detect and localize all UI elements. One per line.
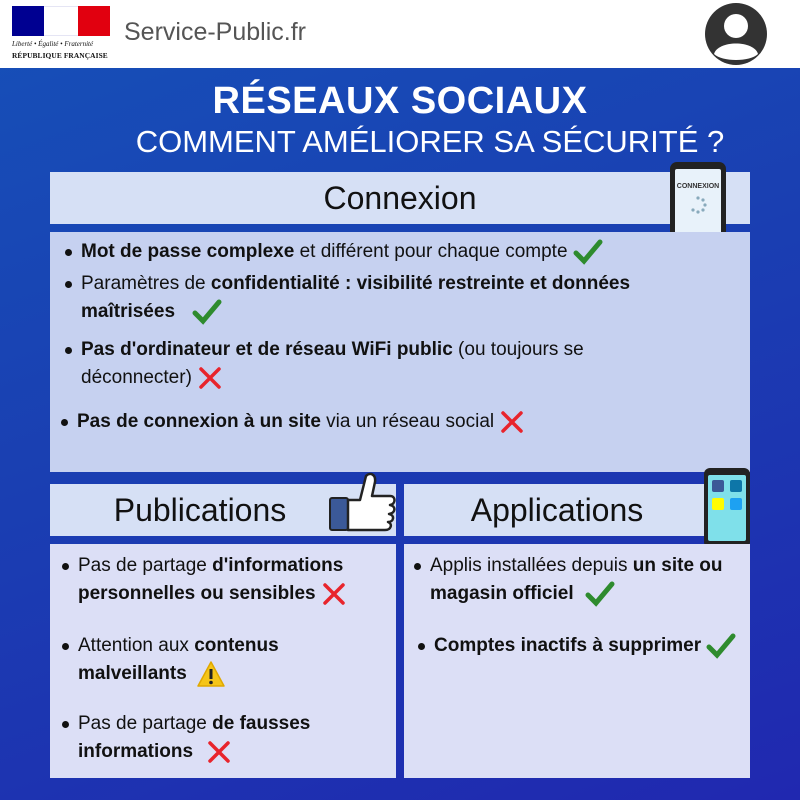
republique-francaise-logo[interactable] [12,6,112,64]
cross-icon [321,582,347,606]
check-icon [573,239,603,265]
list-item: Comptes inactifs à supprimer [434,632,750,660]
check-icon [706,633,736,659]
site-brand[interactable]: Service-Public.fr [124,18,306,46]
logo-republic: RÉPUBLIQUE FRANÇAISE [12,51,108,60]
twitter-icon [730,498,742,510]
list-item: Pas de partage d'informations personnelles ou sensibles [78,552,378,608]
check-icon [583,581,617,607]
facebook-icon [712,480,724,492]
snapchat-icon [712,498,724,510]
cross-icon [499,410,525,434]
cross-icon [202,740,236,764]
top-bar [0,0,800,68]
linkedin-icon [730,480,742,492]
list-item: Mot de passe complexe et différent pour chaque compte [81,238,711,266]
main-title: RÉSEAUX SOCIAUX [212,80,588,122]
flag-icon [12,6,110,36]
warning-icon [196,660,226,688]
phone-apps-icon [702,466,752,550]
list-item: Pas de connexion à un site via un réseau social [77,408,707,436]
cross-icon [197,366,223,390]
list-item: Pas de partage de fausses informations [78,710,348,766]
section-heading-applications: Applications [404,484,750,536]
thumbs-up-icon [326,470,398,534]
list-item: Attention aux contenus malveillants [78,632,338,688]
section-box-publications [50,544,396,778]
list-item: Paramètres de confidentialité : visibilité restreinte et données maîtrisées [81,270,691,326]
list-item: Pas d'ordinateur et de réseau WiFi public (ou toujours se déconnecter) [81,336,641,392]
section-heading-connexion: Connexion [50,172,750,224]
list-item: Applis installées depuis un site ou magasin officiel [430,552,730,608]
svg-text:CONNEXION: CONNEXION [676,183,720,190]
section-box-connexion [50,232,750,472]
subtitle: COMMENT AMÉLIORER SA SÉCURITÉ ? [135,124,725,159]
logo-motto: Liberté • Égalité • Fraternité [12,40,94,48]
section-heading-publications: Publications [50,484,396,536]
section-box-applications [404,544,750,778]
check-icon [190,299,224,325]
avatar-icon[interactable] [698,2,774,66]
